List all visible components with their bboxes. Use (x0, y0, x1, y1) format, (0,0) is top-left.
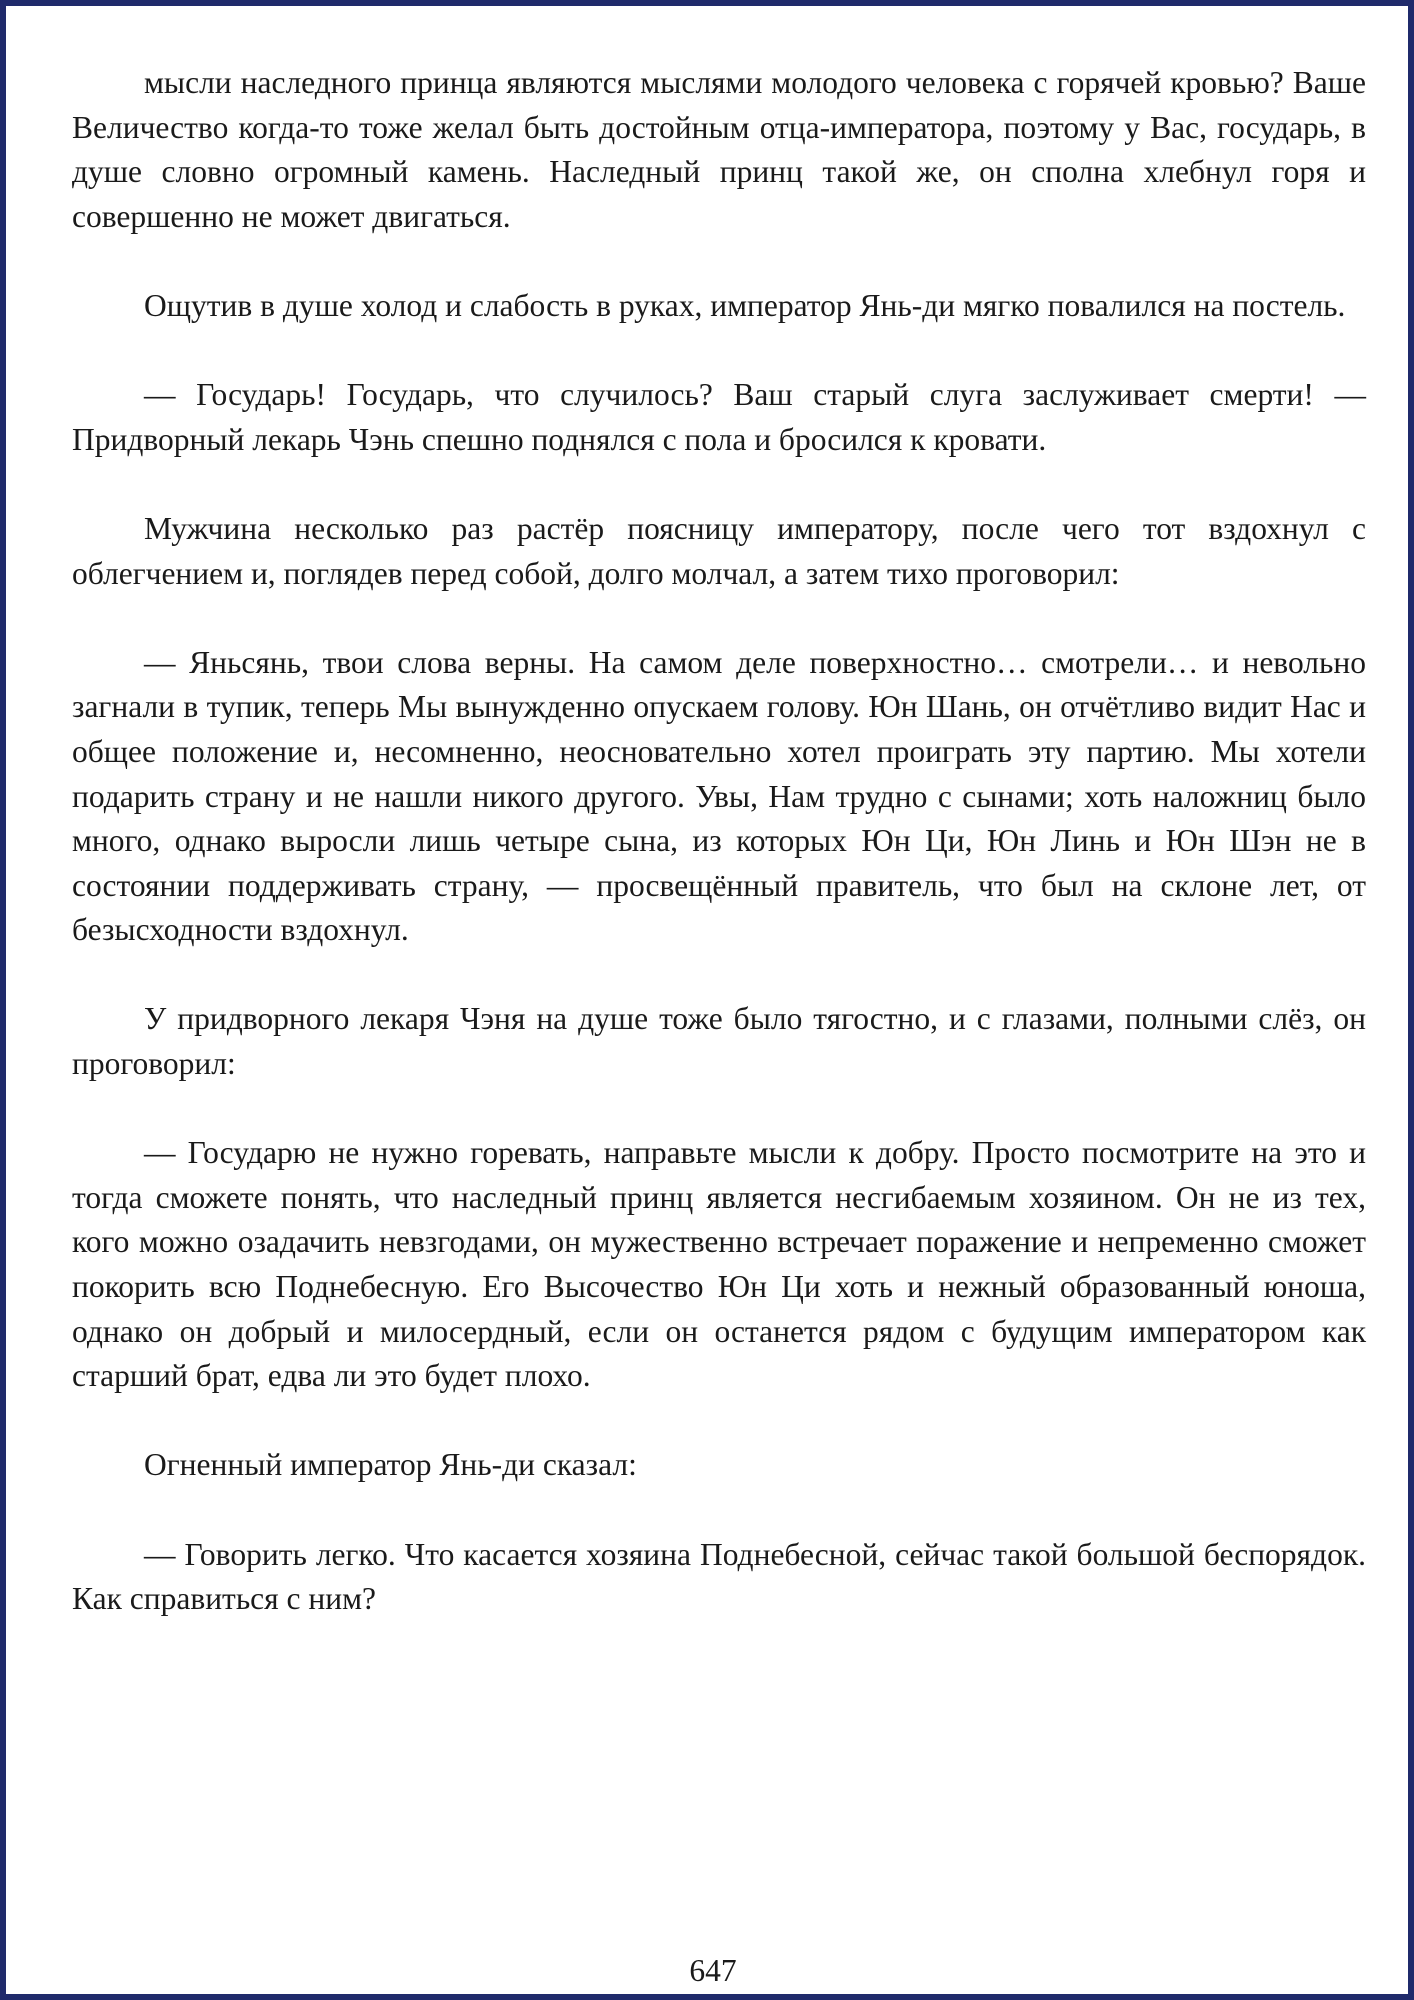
paragraph: Ощутив в душе холод и слабость в руках, император Янь-ди мягко повалился на постель. (144, 287, 1346, 323)
paragraph: — Государю не нужно горевать, направьте мысли к добру. Просто посмотрите на это и тогда сможете понять, что наследный принц является несгибаемым хозяином. Он не из тех, кого можно озадачить невзгодами, он мужественно встречает поражение и непременно сможет покорить всю Поднебесную. Его Высочество Юн Ци хоть и нежный образованный юноша, однако он добрый и милосердный, если он останется рядом с будущим императором как старший брат, едва ли это будет плохо. (72, 1135, 1366, 1394)
paragraph: Мужчина несколько раз растёр поясницу императору, после чего тот вздохнул с облегчением и, поглядев перед собой, долго молчал, а затем тихо проговорил: (72, 510, 1366, 591)
paragraph: — Государь! Государь, что случилось? Ваш старый слуга заслуживает смерти! — Придворный лекарь Чэнь спешно поднялся с пола и бросился к кровати. (72, 377, 1366, 457)
document-body (72, 61, 1366, 1622)
paragraph: У придворного лекаря Чэня на душе тоже было тягостно, и с глазами, полными слёз, он проговорил: (72, 1001, 1366, 1082)
paragraph: Огненный император Янь-ди сказал: (144, 1447, 637, 1483)
paragraph: мысли наследного принца являются мыслями молодого человека с горячей кровью? Ваше Величество когда-то тоже желал быть достойным отца-императора, поэтому у Вас, государь, в душе словно огромный камень. Наследный принц такой же, он сполна хлебнул горя и совершенно не может двигаться. (72, 65, 1366, 234)
page-number: 647 (689, 1953, 737, 1988)
paragraph: — Говорить легко. Что касается хозяина Поднебесной, сейчас такой большой беспорядок. Как справиться с ним? (72, 1536, 1366, 1617)
paragraph: — Яньсянь, твои слова верны. На самом деле поверхностно… смотрели… и невольно загнали в тупик, теперь Мы вынужденно опускаем голову. Юн Шань, он отчётливо видит Нас и общее положение и, несомненно, неосновательно хотел проиграть эту партию. Мы хотели подарить страну и не нашли никого другого. Увы, Нам трудно с сынами; хоть наложниц было много, однако выросли лишь четыре сына, из которых Юн Ци, Юн Линь и Юн Шэн не в состоянии поддерживать страну, — просвещённый правитель, что был на склоне лет, от безысходности вздохнул. (72, 644, 1366, 948)
